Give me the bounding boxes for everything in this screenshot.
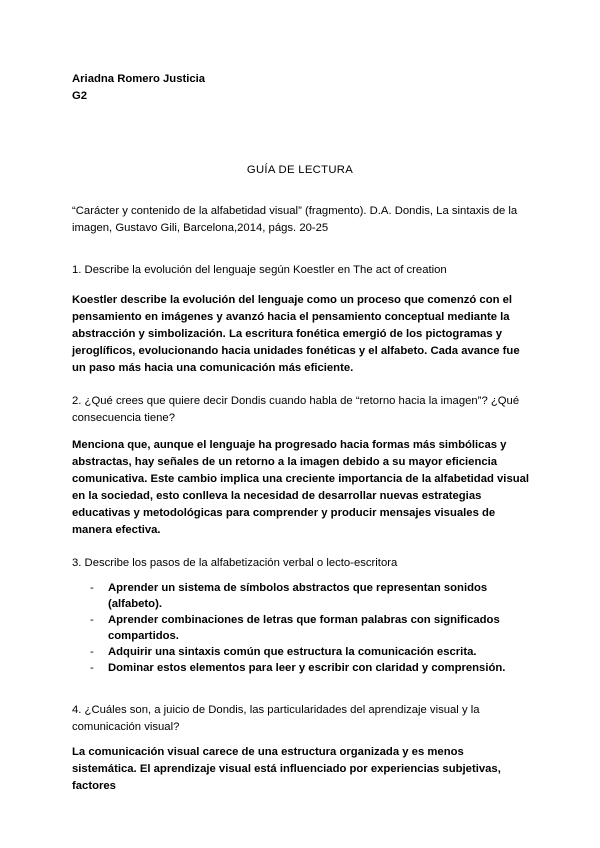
bullet-dash: - [90, 614, 94, 626]
question-2: 2. ¿Qué crees que quiere decir Dondis cuando habla de “retorno hacia la imagen”? ¿Qué consecuencia tiene? [72, 395, 520, 424]
step-text: Aprender combinaciones de letras que forman palabras con significados compartidos. [108, 614, 500, 642]
bullet-dash: - [90, 582, 94, 594]
step-text: Dominar estos elementos para leer y escribir con claridad y comprensión. [108, 662, 506, 674]
step-text: Aprender un sistema de símbolos abstractos que representan sonidos (alfabeto). [108, 582, 488, 610]
citation: “Carácter y contenido de la alfabetidad visual” (fragmento). D.A. Dondis, La sintaxis de la imagen, Gustavo Gili, Barcelona,2014, págs. 20-25 [72, 205, 518, 234]
document-title: GUÍA DE LECTURA [246, 164, 354, 176]
bullet-dash: - [90, 646, 94, 658]
question-1: 1. Describe la evolución del lenguaje según Koestler en The act of creation [72, 264, 447, 276]
list-item [72, 644, 528, 660]
bullet-dash: - [90, 662, 94, 674]
question-3: 3. Describe los pasos de la alfabetización verbal o lecto-escritora [72, 557, 398, 569]
answer-4: La comunicación visual carece de una estructura organizada y es menos sistemática. El aprendizaje visual está influenciado por experiencias subjetivas, factores [72, 746, 501, 792]
question-4: 4. ¿Cuáles son, a juicio de Dondis, las particularidades del aprendizaje visual y la comunicación visual? [72, 704, 480, 733]
group-label: G2 [72, 90, 88, 102]
step-text: Adquirir una sintaxis común que estructura la comunicación escrita. [108, 646, 477, 658]
answer-1: Koestler describe la evolución del lenguaje como un proceso que comenzó con el pensamiento en imágenes y avanzó hacia el pensamiento conceptual mediante la abstracción y simbolización. La escritura fonética emergió de los pictogramas y jeroglíficos, evolucionando hacia unidades fonéticas y el alfabeto. Cada avance fue un paso más hacia una comunicación más eficiente. [72, 294, 520, 374]
steps-list [72, 580, 528, 676]
list-item [72, 660, 528, 676]
author-block [72, 71, 530, 105]
list-item [72, 580, 528, 612]
author-name: Ariadna Romero Justicia [72, 73, 206, 85]
answer-2: Menciona que, aunque el lenguaje ha progresado hacia formas más simbólicas y abstractas, hay señales de un retorno a la imagen debido a su mayor eficiencia comunicativa. Este cambio implica una creciente importancia de la alfabetidad visual en la sociedad, esto conlleva la necesidad de desarrollar nuevas estrategias educativas y metodológicas para comprender y producir mensajes visuales de manera efectiva. [72, 439, 530, 536]
list-item [72, 612, 528, 644]
